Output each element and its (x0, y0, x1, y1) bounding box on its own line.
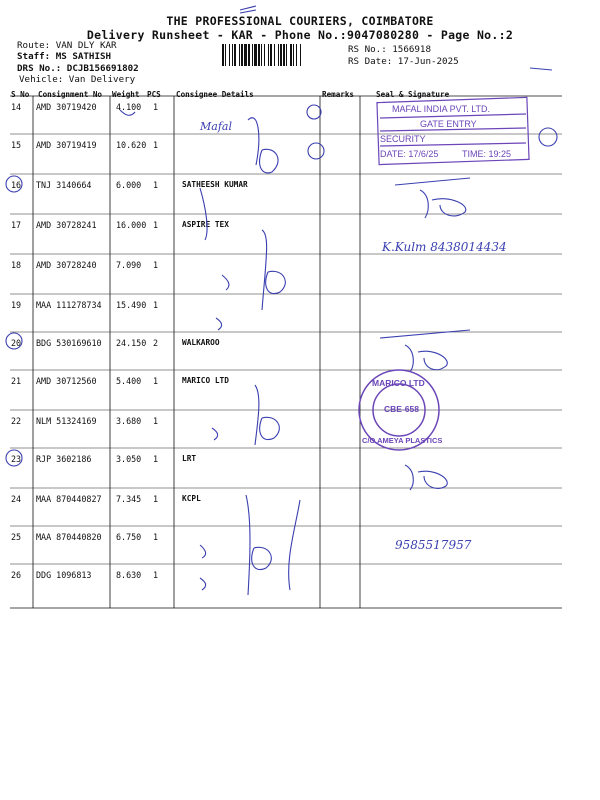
row-23-wt: 3.050 (116, 454, 142, 464)
row-22-cn: NLM 51324169 (36, 416, 97, 426)
row-24-pcs: 1 (153, 494, 159, 504)
row-17-wt: 16.000 (116, 220, 147, 230)
row-26-sno: 26 (11, 570, 22, 580)
row-20-wt: 24.150 (116, 338, 147, 348)
col-header-consignment: Consignment No (38, 90, 103, 99)
row-20-sno: 20 (11, 338, 22, 348)
handwritten-phone-1: K.Kulm 8438014434 (382, 240, 507, 254)
row-23-pcs: 1 (153, 454, 159, 464)
row-23-cn: RJP 3602186 (36, 454, 92, 464)
row-16-wt: 6.000 (116, 180, 142, 190)
row-21-sno: 21 (11, 376, 22, 386)
company-title: THE PROFESSIONAL COURIERS, COIMBATORE (166, 14, 434, 28)
col-header-pcs: PCS (147, 90, 161, 99)
row-16-sno: 16 (11, 180, 22, 190)
handwritten-mafal: Mafal (200, 120, 232, 133)
row-20-consignee: WALKAROO (182, 338, 220, 347)
row-25-wt: 6.750 (116, 532, 142, 542)
row-19-wt: 15.490 (116, 300, 147, 310)
row-21-wt: 5.400 (116, 376, 142, 386)
row-14-sno: 14 (11, 102, 22, 112)
col-header-consignee: Consignee Details (176, 90, 254, 99)
drs-label: DRS No.: DCJB156691802 (17, 63, 139, 74)
runsheet-subtitle: Delivery Runsheet - KAR - Phone No.:9047080280 - Page No.:2 (86, 28, 514, 42)
row-20-cn: BDG 530169610 (36, 338, 102, 348)
vehicle-label: Vehicle: Van Delivery (19, 74, 136, 85)
row-19-pcs: 1 (153, 300, 159, 310)
row-21-pcs: 1 (153, 376, 159, 386)
row-17-consignee: ASPIRE TEX (182, 220, 229, 229)
row-25-pcs: 1 (153, 532, 159, 542)
row-15-cn: AMD 30719419 (36, 140, 97, 150)
row-26-cn: DDG 1096813 (36, 570, 92, 580)
row-24-wt: 7.345 (116, 494, 142, 504)
col-header-weight: Weight (112, 90, 140, 99)
barcode (222, 44, 340, 66)
row-16-consignee: SATHEESH KUMAR (182, 180, 248, 189)
staff-label: Staff: MS SATHISH (17, 51, 112, 62)
row-22-sno: 22 (11, 416, 22, 426)
row-15-pcs: 1 (153, 140, 159, 150)
gate-time: TIME: 19:25 (462, 149, 512, 159)
col-header-sno: S No (11, 90, 30, 99)
row-19-cn: MAA 111278734 (36, 300, 102, 310)
col-header-seal: Seal & Signature (376, 90, 450, 99)
row-24-sno: 24 (11, 494, 22, 504)
row-25-sno: 25 (11, 532, 22, 542)
row-18-pcs: 1 (153, 260, 159, 270)
row-17-pcs: 1 (153, 220, 159, 230)
row-14-cn: AMD 30719420 (36, 102, 97, 112)
rs-number: RS No.: 1566918 (348, 44, 431, 55)
gate-entry: GATE ENTRY (420, 119, 477, 129)
row-18-cn: AMD 30728240 (36, 260, 97, 270)
gate-security: SECURITY (380, 134, 426, 144)
col-header-remarks: Remarks (322, 90, 355, 99)
gate-date: DATE: 17/6/25 (380, 149, 439, 159)
row-24-consignee: KCPL (182, 494, 201, 503)
row-25-cn: MAA 870440820 (36, 532, 102, 542)
row-22-wt: 3.680 (116, 416, 142, 426)
runsheet-table (8, 88, 562, 608)
row-23-sno: 23 (11, 454, 22, 464)
row-16-pcs: 1 (153, 180, 159, 190)
gate-company: MAFAL INDIA PVT. LTD. (392, 104, 491, 114)
row-24-cn: MAA 870440827 (36, 494, 102, 504)
route-label: Route: VAN DLY KAR (17, 40, 117, 51)
row-18-wt: 7.090 (116, 260, 142, 270)
marico-code: CBE-658 (384, 404, 419, 414)
row-23-consignee: LRT (182, 454, 197, 463)
row-14-wt: 4.100 (116, 102, 142, 112)
row-19-sno: 19 (11, 300, 22, 310)
row-17-sno: 17 (11, 220, 22, 230)
row-17-cn: AMD 30728241 (36, 220, 97, 230)
row-18-sno: 18 (11, 260, 22, 270)
row-15-wt: 10.620 (116, 140, 147, 150)
row-21-cn: AMD 30712560 (36, 376, 97, 386)
row-16-cn: TNJ 3140664 (36, 180, 92, 190)
row-15-sno: 15 (11, 140, 22, 150)
row-14-pcs: 1 (153, 102, 159, 112)
marico-care-of: C/O AMEYA PLASTICS (362, 436, 443, 445)
handwritten-phone-2: 9585517957 (395, 538, 472, 552)
row-21-consignee: MARICO LTD (182, 376, 229, 385)
marico-name: MARICO LTD (372, 378, 425, 388)
row-26-pcs: 1 (153, 570, 159, 580)
row-22-pcs: 1 (153, 416, 159, 426)
row-26-wt: 8.630 (116, 570, 142, 580)
row-20-pcs: 2 (153, 338, 159, 348)
rs-date: RS Date: 17-Jun-2025 (348, 56, 459, 67)
